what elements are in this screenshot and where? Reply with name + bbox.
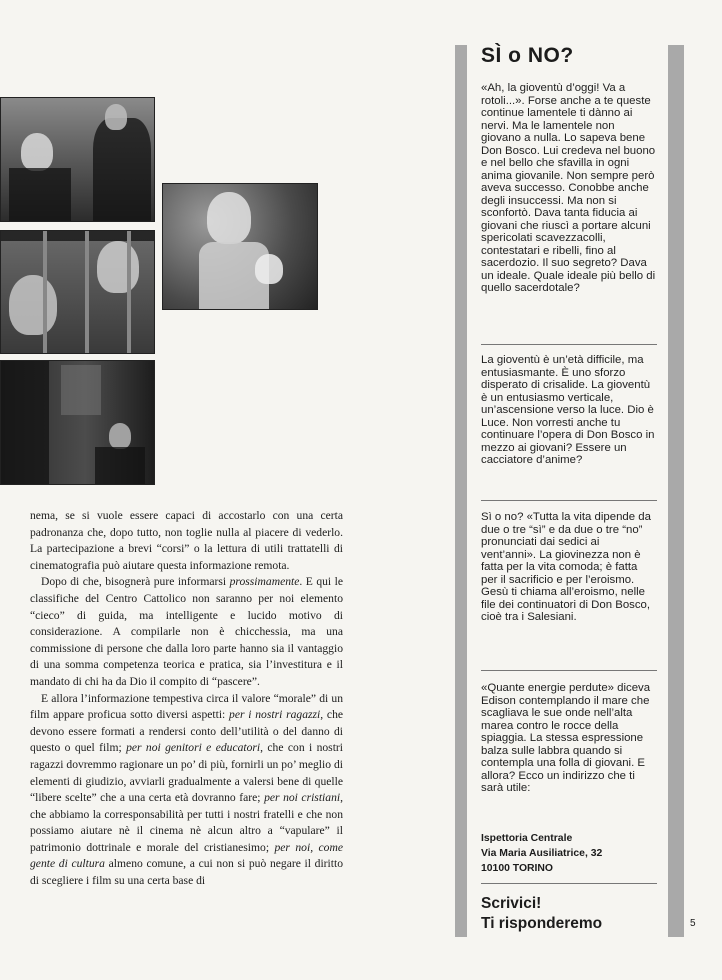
sidebar-right-stripe (668, 45, 684, 937)
article-body (30, 508, 343, 890)
photo-woman-outdoors (162, 183, 318, 310)
text-run: , che abbiamo la corresponsabilità per tutti i nostri fratelli e che non possiamo aiutare nè il cinema nè alcun altro a “vapulare” il patrimonio dottrinale e morale del cristianesimo; (30, 791, 343, 854)
italic-phrase: per noi genitori e educatori (126, 741, 261, 755)
sidebar-left-stripe (455, 45, 467, 937)
photo-dark-interior (0, 360, 155, 485)
cta-write-us: Scrivici! (481, 895, 542, 912)
photo-street-scene (0, 97, 155, 222)
italic-phrase: prossimamente (229, 575, 300, 589)
call-to-action (481, 894, 661, 934)
page-number: 5 (690, 918, 696, 929)
text-run: . E qui le classifiche del Centro Cattolico non saranno per noi elemento “cieco” di guida, ma intelligente e lucido motivo di considerazione. A compilarle non è chicchessia, ma una commissione di persone che dalla loro parte hanno sia il vantaggio di una somma competenza teorica e pratica, sia l’investitura e il mandato di chi ha da Dio il compito di “pascere”. (30, 575, 343, 688)
address-line-3: 10100 TORINO (481, 863, 553, 874)
article-paragraph (30, 508, 343, 574)
sidebar-divider (481, 670, 657, 671)
sidebar-paragraph-4: «Quante energie perdute» diceva Edison contemplando il mare che scagliava le sue onde nell’alta marea contro le rocce della spiaggia. La stessa espressione balza sulle labbra quando si contempla una folla di giovani. E allora? Ecco un indirizzo che ti sarà utile: (481, 682, 651, 794)
text-run: E allora l’informazione tempestiva circa il valore “morale” di un film appare proficua sotto diversi aspetti: (30, 691, 343, 722)
article-paragraph (30, 691, 343, 890)
sidebar-divider (481, 500, 657, 501)
sidebar-title: SÌ o NO? (481, 44, 574, 67)
sidebar-paragraph-1: «Ah, la gioventù d’oggi! Va a rotoli...». Forse anche a te queste continue lamentele ti dànno ai nervi. Ma le lamentele non giovano a nulla. Lo sapeva bene Don Bosco. Lui credeva nel buono e nel bello che sfavilla in ogni anima giovanile. Non sempre però aveva successo. Conobbe anche degli insuccessi. Ma non si sconfortò. Dava tanta fiducia ai giovani che riuscì a portare alcuni spericolati scavezzacolli, contestatari e ribelli, fino al sacerdozio. Il suo segreto? Dava un ideale. Quale ideale più bello di quello sacerdotale? (481, 82, 656, 294)
article-paragraph (30, 574, 343, 690)
address-line-1: Ispettoria Centrale (481, 833, 573, 844)
italic-phrase: per noi, come gente di cultura (30, 840, 343, 871)
sidebar-paragraph-3: Sì o no? «Tutta la vita dipende da due o tre “sì” e da due o tre “no” pronunciati dai sedici ai vent’anni». La giovinezza non è fatta per la vita comoda; è fatta per il sacrificio e per l’eroismo. Gesù ti chiama all’eroismo, nelle file dei continuatori di Don Bosco, cioè tra i Salesiani. (481, 511, 651, 623)
address-line-2: Via Maria Ausiliatrice, 32 (481, 848, 603, 859)
photo-two-women-behind-bars (0, 230, 155, 354)
italic-phrase: per i nostri ragazzi (229, 708, 321, 722)
sidebar-divider (481, 883, 657, 884)
text-run: almeno comune, a cui non si può negare il diritto di scegliere i film su una certa base di (30, 857, 343, 888)
italic-phrase: per noi cristiani (264, 791, 341, 805)
text-run: , che devono essere formati a rendersi conto dell’utilità o del danno di questo o quel film; (30, 708, 344, 755)
text-run: nema, se si vuole essere capaci di accostarlo con una certa padronanza che, dopo tutto, non toglie nulla al piacere di vederlo. La partecipazione a brevi “corsi” o la lettura di utili trattatelli di cinematografia può aiutare questa informazione remota. (30, 509, 343, 572)
text-run: , che con i nostri ragazzi dovremmo ragionare un po’ di più, fornirli un po’ meglio di elementi di giudizio, avviarli gradualmente a valersi bene di quelle “libere scelte” che a una certa età dovranno fare; (30, 741, 343, 805)
sidebar-paragraph-2: La gioventù è un’età difficile, ma entusiasmante. È uno sforzo disperato di crisalide. La gioventù è un entusiasmo verticale, un’ascensione verso la luce. Dio è Luce. Non vorresti anche tu continuare l’opera di Don Bosco in mezzo ai giovani? Essere un cacciatore d’anime? (481, 354, 655, 466)
sidebar-divider (481, 344, 657, 345)
cta-we-will-reply: Ti risponderemo (481, 915, 603, 932)
text-run: Dopo di che, bisognerà pure informarsi (41, 575, 230, 589)
contact-address (481, 831, 657, 876)
